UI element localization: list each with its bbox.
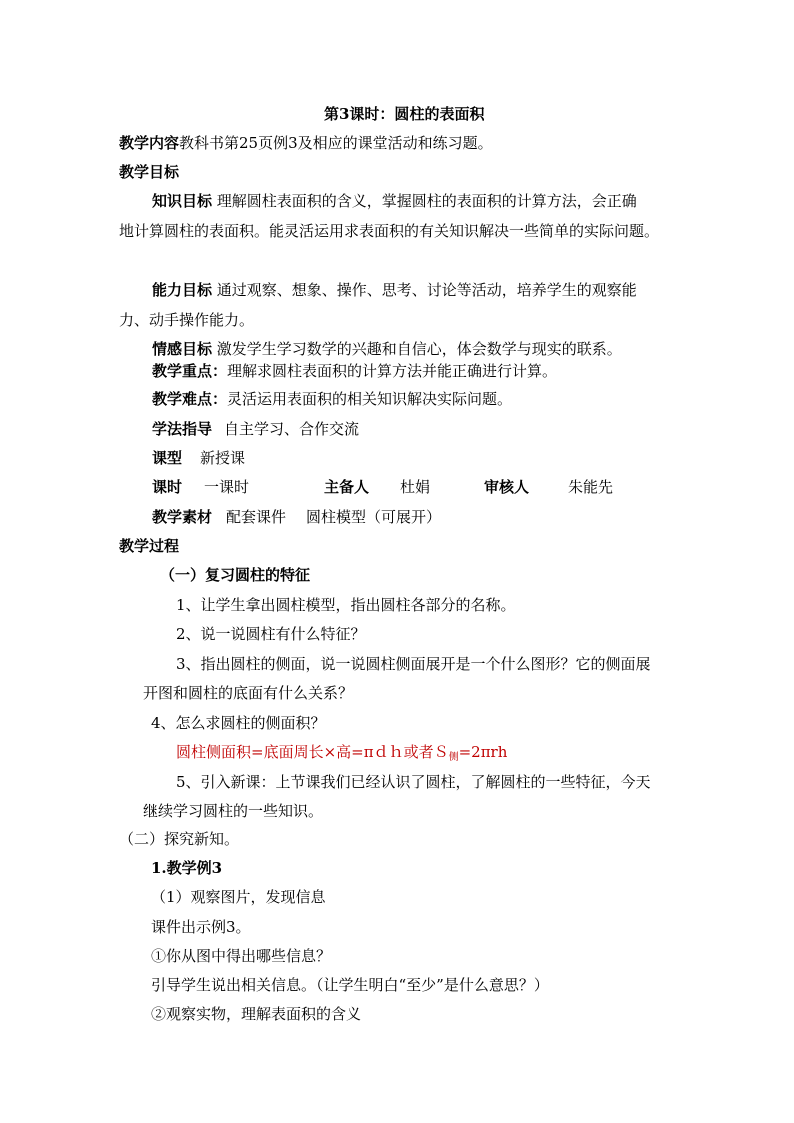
formula-subscript: 侧 [448, 752, 459, 763]
emotion-objective-text: 激发学生学习数学的兴趣和自信心，体会数学与现实的联系。 [216, 340, 622, 358]
ability-objective-text: 通过观察、想象、操作、思考、讨论等活动，培养学生的观察能 [216, 281, 637, 299]
question-2: ②观察实物，理解表面积的含义 [151, 1005, 362, 1023]
hours-value: 一课时 [204, 478, 250, 496]
difficulty-text: 灵活运用表面积的相关知识解决实际问题。 [227, 390, 513, 408]
section1-item-2: 2、说一说圆柱有什么特征？ [176, 625, 366, 643]
side-area-formula [176, 742, 507, 768]
ability-objective-label: 能力目标 [152, 281, 213, 299]
key-point-text: 理解求圆柱表面积的计算方法并能正确进行计算。 [227, 362, 558, 380]
formula-end: =2πrh [458, 743, 508, 761]
teaching-content [119, 133, 493, 153]
materials-label: 教学素材 [152, 508, 213, 526]
study-method [152, 419, 359, 439]
difficulty [152, 389, 512, 409]
key-point [152, 361, 557, 381]
teaching-content-label: 教学内容 [119, 134, 180, 152]
section1-item-1: 1、让学生拿出圆柱模型，指出圆柱各部分的名称。 [176, 596, 516, 614]
materials [152, 507, 441, 527]
lead-teacher-name: 杜娟 [400, 478, 431, 496]
section1-item-3-line2: 开图和圆柱的底面有什么关系？ [143, 684, 354, 702]
materials-item-2: 圆柱模型（可展开） [306, 508, 442, 526]
step-1: （1）观察图片，发现信息 [151, 888, 326, 906]
knowledge-objective-line2: 地计算圆柱的表面积。能灵活运用求表面积的有关知识解决一些简单的实际问题。 [119, 222, 660, 240]
lesson-type [152, 448, 245, 468]
section1-item-5-line2: 继续学习圆柱的一些知识。 [143, 802, 324, 820]
difficulty-label: 教学难点： [152, 390, 228, 408]
courseware-line: 课件出示例3。 [151, 918, 251, 936]
lesson-type-label: 课型 [152, 449, 183, 467]
section1-item-4: 4、怎么求圆柱的侧面积？ [151, 714, 326, 732]
section1-item-3-line1: 3、指出圆柱的侧面，说一说圆柱侧面展开是一个什么图形？它的侧面展 [176, 655, 651, 673]
knowledge-objective-line1 [152, 191, 637, 211]
reviewer-label: 审核人 [484, 478, 530, 496]
page-title: 第3课时：圆柱的表面积 [324, 105, 485, 123]
section1-item-5-line1: 5、引入新课：上节课我们已经认识了圆柱，了解圆柱的一些特征，今天 [176, 773, 651, 791]
knowledge-objective-text: 理解圆柱表面积的含义，掌握圆柱的表面积的计算方法，会正确 [216, 192, 637, 210]
lead-teacher-label: 主备人 [324, 478, 370, 496]
ability-objective-line1 [152, 280, 637, 300]
study-method-text: 自主学习、合作交流 [224, 420, 360, 438]
process-heading: 教学过程 [119, 537, 180, 555]
section1-heading: （一）复习圆柱的特征 [160, 566, 311, 584]
emotion-objective [152, 339, 622, 359]
materials-item-1: 配套课件 [226, 508, 287, 526]
guide-line: 引导学生说出相关信息。（让学生明白“至少”是什么意思？） [151, 976, 549, 994]
objectives-heading: 教学目标 [119, 163, 180, 181]
emotion-objective-label: 情感目标 [152, 340, 213, 358]
study-method-label: 学法指导 [152, 420, 213, 438]
ability-objective-line2: 力、动手操作能力。 [119, 311, 255, 329]
hours-label [152, 477, 182, 497]
key-point-label: 教学重点： [152, 362, 228, 380]
reviewer-name: 朱能先 [568, 478, 614, 496]
lesson-type-text: 新授课 [200, 449, 246, 467]
knowledge-objective-label: 知识目标 [152, 192, 213, 210]
teaching-content-text: 教科书第25页例3及相应的课堂活动和练习题。 [179, 134, 493, 152]
section2-heading: （二）探究新知。 [119, 830, 240, 848]
formula-main: 圆柱侧面积=底面周长×高=πｄｈ或者Ｓ [176, 743, 449, 761]
example-heading: 1.教学例3 [151, 859, 223, 877]
hours-label-text: 课时 [152, 478, 183, 496]
question-1: ①你从图中得出哪些信息？ [151, 947, 332, 965]
